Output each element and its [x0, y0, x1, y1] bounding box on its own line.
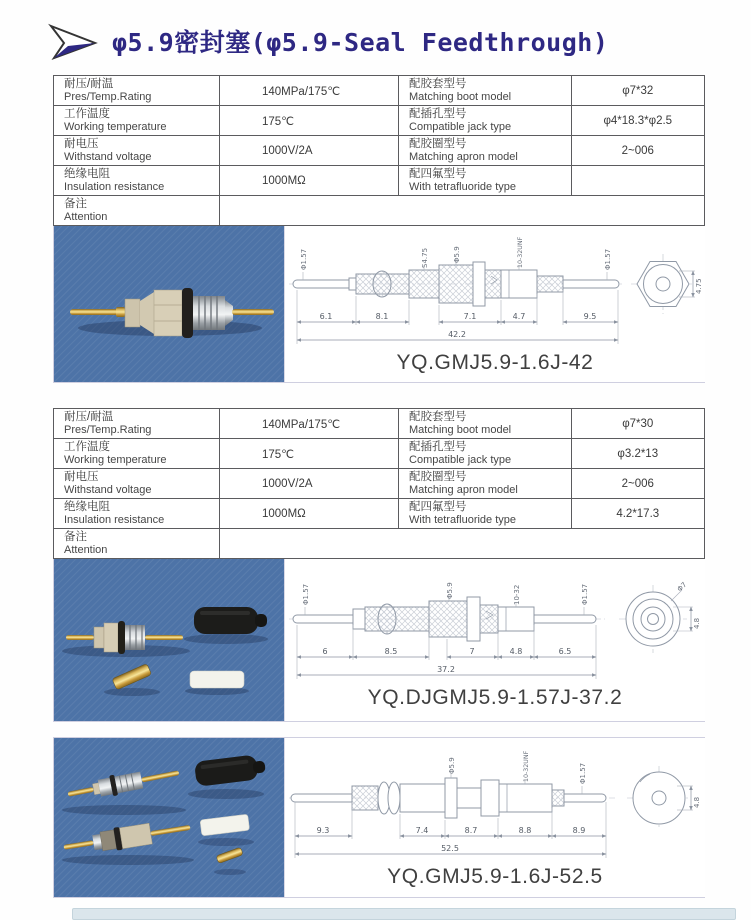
spec-label-cell [54, 106, 220, 136]
spec-label-en: Working temperature [64, 453, 167, 466]
spec-label2-cell [399, 76, 572, 106]
spec-label-en: Withstand voltage [64, 150, 152, 163]
dim-label: Φ7 [675, 580, 689, 594]
spec-label-cn: 耐电压 [64, 470, 99, 483]
spec-value-cell: 1000MΩ [220, 166, 399, 196]
spec-label2-cell [399, 409, 572, 439]
dim-value: 7 [469, 647, 475, 656]
dim-value: 8.1 [375, 312, 389, 321]
note-label-en: Attention [64, 210, 108, 223]
spec-label-cn: 绝缘电阻 [64, 500, 110, 513]
spec-label-en: Pres/Temp.Rating [64, 90, 152, 103]
dim-value: 8.8 [518, 826, 532, 835]
note-label-cell [54, 529, 220, 559]
product-photo-1 [54, 226, 284, 382]
spec-label-cell [54, 409, 220, 439]
dim-label: 10-32UNF [523, 750, 530, 782]
dim-label: 10-32UNF [517, 236, 524, 268]
dim-label: Φ5.9 [453, 246, 461, 263]
technical-drawing-3 [285, 740, 705, 862]
note-value-cell [220, 196, 705, 226]
spec-label-en: Withstand voltage [64, 483, 152, 496]
drawing-area [284, 738, 705, 897]
page-title: φ5.9密封塞(φ5.9-Seal Feedthrough) [112, 28, 609, 57]
spec-value2-cell: 2~006 [571, 136, 704, 166]
model-number: YQ.DJGMJ5.9-1.57J-37.2 [367, 686, 623, 709]
spec-label2-cell [399, 106, 572, 136]
spec-label2-cell [399, 166, 572, 196]
spec-value-cell: 1000V/2A [220, 469, 399, 499]
dim-label: Φ1.57 [581, 583, 589, 605]
model-number: YQ.GMJ5.9-1.6J-52.5 [387, 865, 603, 888]
media-row [53, 226, 705, 383]
spec-label2-en: With tetrafluoride type [409, 513, 517, 526]
dim-label: Φ1.57 [302, 583, 310, 605]
dim-total: 52.5 [441, 844, 459, 853]
spec-label-cn: 耐压/耐温 [64, 77, 114, 90]
spec-value2-cell: 4.2*17.3 [571, 499, 704, 529]
spec-label-cell [54, 439, 220, 469]
product-section-3 [53, 737, 705, 898]
spec-row [54, 106, 705, 136]
technical-drawing-2 [285, 561, 705, 683]
spec-label2-cn: 配四氟型号 [409, 500, 467, 513]
spec-label2-cn: 配四氟型号 [409, 167, 467, 180]
spec-label-cn: 工作温度 [64, 440, 110, 453]
spec-label-cn: 绝缘电阻 [64, 167, 110, 180]
dim-label: 10-32 [513, 584, 521, 605]
product-section-2 [53, 408, 705, 722]
spec-value2-cell [571, 166, 704, 196]
spec-label2-cell [399, 439, 572, 469]
spec-table [53, 408, 705, 559]
dim-label: 4.8 [693, 617, 701, 629]
spec-row [54, 439, 705, 469]
dim-value: 6.5 [558, 647, 572, 656]
spec-label2-en: Matching apron model [409, 483, 518, 496]
note-row [54, 529, 705, 559]
spec-label2-cn: 配胶圈型号 [409, 470, 467, 483]
spec-value-cell: 140MPa/175℃ [220, 409, 399, 439]
spec-row [54, 499, 705, 529]
product-section-1 [53, 75, 705, 383]
drawing-area [284, 559, 705, 721]
spec-label2-cn: 配胶套型号 [409, 77, 467, 90]
spec-label2-en: Compatible jack type [409, 120, 512, 133]
spec-label2-cell [399, 499, 572, 529]
note-label-en: Attention [64, 543, 108, 556]
dim-label: Φ1.57 [300, 248, 308, 270]
dim-label: 4.8 [693, 796, 701, 808]
spec-label2-en: With tetrafluoride type [409, 180, 517, 193]
dim-label: S4.75 [421, 247, 429, 268]
dim-value: 9.5 [583, 312, 597, 321]
spec-label2-cn: 配插孔型号 [409, 107, 467, 120]
dim-label: Φ5.9 [446, 582, 454, 599]
spec-label-cn: 耐压/耐温 [64, 410, 114, 423]
spec-label2-en: Matching apron model [409, 150, 518, 163]
model-number: YQ.GMJ5.9-1.6J-42 [396, 351, 594, 374]
note-label-cn: 备注 [64, 530, 87, 543]
next-section-edge [72, 908, 736, 920]
spec-value-cell: 175℃ [220, 106, 399, 136]
page-header [48, 20, 608, 62]
dim-value: 8.5 [384, 647, 398, 656]
dim-total: 42.2 [448, 330, 466, 339]
arrow-icon [48, 20, 100, 62]
spec-label-en: Pres/Temp.Rating [64, 423, 152, 436]
spec-label2-cn: 配胶圈型号 [409, 137, 467, 150]
media-row [53, 737, 705, 898]
spec-row [54, 76, 705, 106]
dim-value: 7.4 [415, 826, 429, 835]
dim-value: 7.1 [463, 312, 477, 321]
product-photo-2 [54, 559, 284, 721]
dim-label: Φ5.9 [448, 757, 456, 774]
dim-value: 6 [322, 647, 328, 656]
spec-label-cell [54, 136, 220, 166]
spec-row [54, 409, 705, 439]
spec-value-cell: 1000MΩ [220, 499, 399, 529]
note-label-cell [54, 196, 220, 226]
technical-drawing-1 [285, 228, 705, 348]
dim-value: 6.1 [319, 312, 333, 321]
dim-value: 4.8 [509, 647, 523, 656]
media-row [53, 559, 705, 722]
spec-label-en: Working temperature [64, 120, 167, 133]
spec-label2-cn: 配胶套型号 [409, 410, 467, 423]
spec-value-cell: 175℃ [220, 439, 399, 469]
spec-label-cell [54, 166, 220, 196]
spec-row [54, 166, 705, 196]
note-value-cell [220, 529, 705, 559]
spec-label-cell [54, 469, 220, 499]
dim-label: 4.75 [695, 278, 703, 294]
spec-value-cell: 140MPa/175℃ [220, 76, 399, 106]
spec-value2-cell: φ7*32 [571, 76, 704, 106]
spec-value2-cell: 2~006 [571, 469, 704, 499]
spec-row [54, 469, 705, 499]
spec-label-cn: 工作温度 [64, 107, 110, 120]
spec-label-en: Insulation resistance [64, 513, 165, 526]
spec-table [53, 75, 705, 226]
spec-value2-cell: φ3.2*13 [571, 439, 704, 469]
spec-label2-en: Matching boot model [409, 423, 512, 436]
spec-label-cell [54, 499, 220, 529]
note-row [54, 196, 705, 226]
photo-connector-assembled [54, 226, 284, 382]
photo-connector-kit [54, 559, 284, 721]
spec-label2-cn: 配插孔型号 [409, 440, 467, 453]
dim-label: Φ1.57 [604, 248, 612, 270]
dim-total: 37.2 [437, 665, 455, 674]
dim-label: Φ1.57 [579, 762, 587, 784]
dim-value: 4.7 [512, 312, 526, 321]
spec-value-cell: 1000V/2A [220, 136, 399, 166]
note-label-cn: 备注 [64, 197, 87, 210]
spec-label-cell [54, 76, 220, 106]
dim-value: 9.3 [316, 826, 330, 835]
dim-value: 8.7 [464, 826, 478, 835]
dim-value: 8.9 [572, 826, 586, 835]
spec-label-en: Insulation resistance [64, 180, 165, 193]
spec-value2-cell: φ7*30 [571, 409, 704, 439]
spec-row [54, 136, 705, 166]
spec-label2-cell [399, 469, 572, 499]
spec-value2-cell: φ4*18.3*φ2.5 [571, 106, 704, 136]
product-photo-3 [54, 738, 284, 897]
drawing-area [284, 226, 705, 382]
spec-label-cn: 耐电压 [64, 137, 99, 150]
spec-label2-en: Matching boot model [409, 90, 512, 103]
photo-connector-parts [54, 738, 284, 897]
spec-label2-cell [399, 136, 572, 166]
spec-label2-en: Compatible jack type [409, 453, 512, 466]
